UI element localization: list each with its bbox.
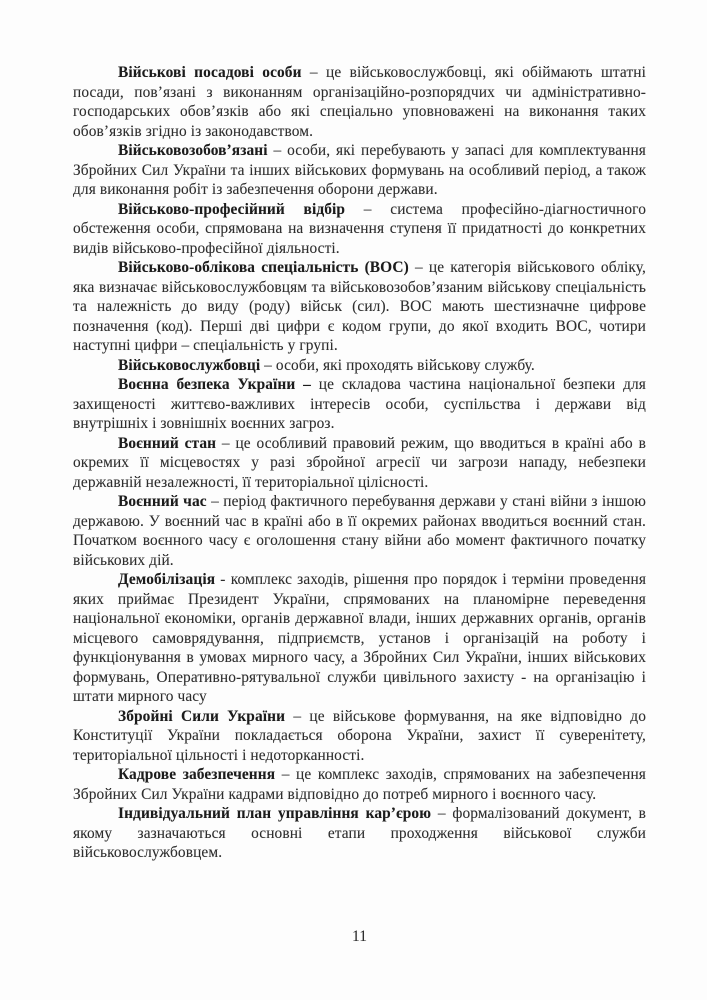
definition-body: – період фактичного перебування держави у стані війни з іншою державою. У воєнний час в країні або в її окремих районах вводиться воєнний стан. Початком воєнного часу є оголошення стану війни або момент фактичного початку військових дій. <box>73 493 646 569</box>
definition-term: Військово-облікова спеціальність (ВОС) <box>118 259 409 276</box>
definitions-text-block <box>73 63 646 863</box>
definition-term: Військовозобов’язані <box>118 142 268 159</box>
definition-body: – особи, які перебувають у запасі для комплектування Збройних Сил України та інших військових формувань на особливий період, а також для виконання робіт із забезпечення оборони держави. <box>73 142 646 198</box>
definition-paragraph <box>73 258 646 356</box>
definition-body: – це військове формування, на яке відповідно до Конституції України покладається оборона України, захист її суверенітету, територіальної цільності і недоторканності. <box>73 707 646 764</box>
definition-term: Військовослужбовці <box>118 356 261 374</box>
definition-body: це складова частина національної безпеки для захищеності життєво-важливих інтересів особи, суспільства і держави від внутрішніх і зовнішніх воєнних загроз. <box>73 376 646 432</box>
definition-paragraph <box>73 765 646 804</box>
definition-paragraph <box>73 570 646 707</box>
definition-paragraph <box>73 707 646 766</box>
definition-term: Збройні Сили України <box>118 707 286 725</box>
definition-paragraph <box>73 200 646 259</box>
definition-paragraph <box>73 434 646 493</box>
definition-body: – особи, які проходять військову службу. <box>260 356 535 374</box>
definition-paragraph <box>73 141 646 200</box>
definition-paragraph <box>73 492 646 570</box>
definition-term: Військово-професійний відбір <box>118 200 346 218</box>
definition-paragraph <box>73 804 646 863</box>
definition-term: Кадрове забезпечення <box>118 766 276 783</box>
definition-term: Воєнна безпека України – <box>118 376 311 393</box>
definition-term: Воєнний час <box>118 493 207 510</box>
definition-term: Демобілізація <box>118 571 216 588</box>
definition-term: Індивідуальний план управління кар’єрою <box>118 805 432 822</box>
definition-body: – це комплекс заходів, спрямованих на забезпечення Збройних Сил України кадрами відповідно до потреб мирного і воєнного часу. <box>73 766 646 803</box>
definition-body: – це категорія військового обліку, яка визначає військовослужбовцям та військовозобов’язаним військову спеціальність та належність до виду (роду) військ (сил). ВОС мають шестизначне цифрове позначення (код). Перші дві цифри є кодом групи, до якої входить ВОС, чотири наступні цифри – спеціальність у групі. <box>73 259 646 354</box>
definition-body: - комплекс заходів, рішення про порядок і терміни проведення яких приймає Президент України, спрямованих на планомірне переведення національної економіки, органів державної влади, інших державних органів, органів місцевого самоврядування, підприємств, установ і організацій на роботу і функціонування в умовах мирного часу, а Збройних Сил України, інших військових формувань, Оперативно-рятувальної служби цивільного захисту - на організацію і штати мирного часу <box>73 571 646 705</box>
definition-paragraph <box>73 375 646 434</box>
definition-paragraph <box>73 356 646 376</box>
definition-body: – формалізований документ, в якому зазначаються основні етапи проходження військової служби військовослужбовцем. <box>73 805 647 861</box>
definition-term: Воєнний стан <box>118 434 217 452</box>
definition-body: – це військовослужбовці, які обіймають штатні посади, пов’язані з виконанням організаційно-розпорядчих чи адміністративно-господарських обов’язків або які спеціально уповноважені на виконання таких обов’язків згідно із законодавством. <box>73 64 646 140</box>
definition-body: – це особливий правовий режим, що вводиться в країні або в окремих її місцевостях у разі збройної агресії чи загрози нападу, небезпеки державній незалежності, її територіальної цілісності. <box>73 434 646 491</box>
definition-body: – система професійно-діагностичного обстеження особи, спрямована на визначення ступеня її придатності до конкретних видів військово-професійної діяльності. <box>73 200 646 257</box>
definition-paragraph <box>73 63 646 141</box>
page-number: 11 <box>352 928 367 945</box>
definition-term: Військові посадові особи <box>118 64 302 81</box>
